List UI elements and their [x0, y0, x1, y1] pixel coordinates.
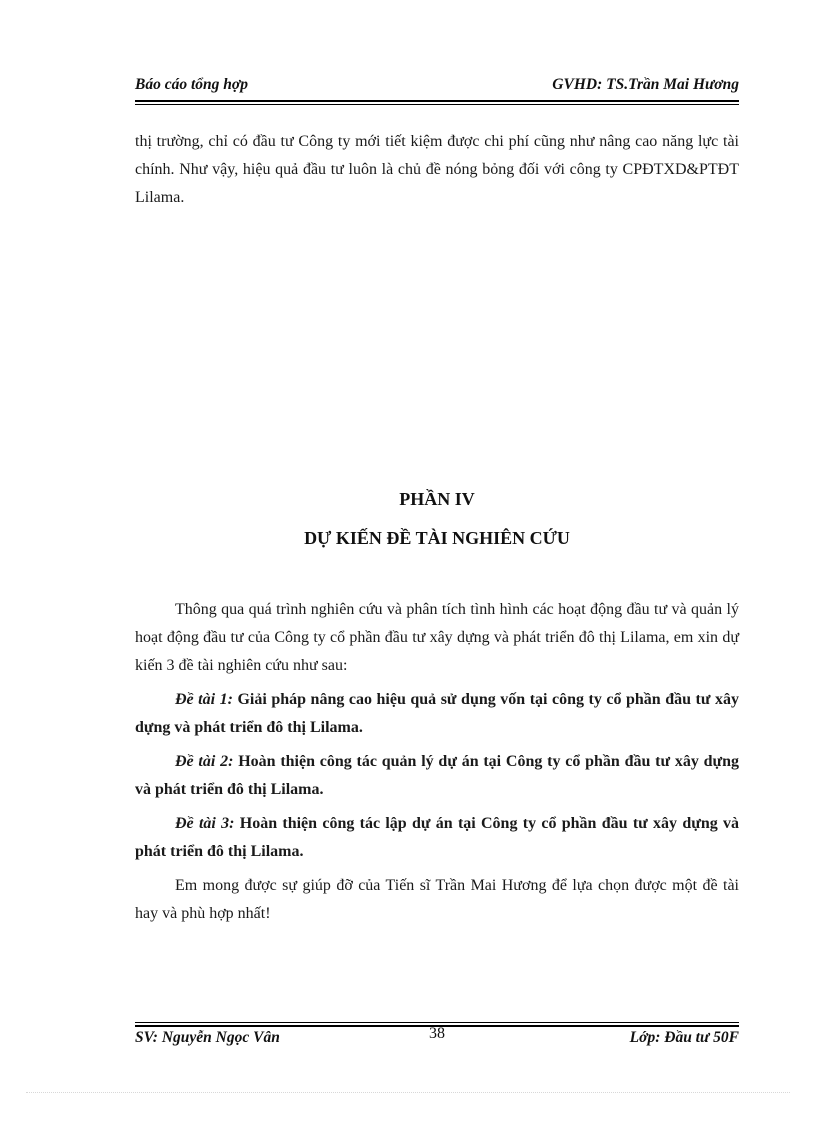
- lead-paragraph: Thông qua quá trình nghiên cứu và phân tích tình hình các hoạt động đầu tư và quản lý hoạt động đầu tư của Công ty cổ phần đầu tư xây dựng và phát triển đô thị Lilama, em xin dự kiến 3 đề tài nghiên cứu như sau:: [135, 601, 739, 674]
- footer-rule-thin: [135, 1022, 739, 1023]
- topic-label: Đề tài 1:: [175, 691, 233, 708]
- intro-text: thị trường, chỉ có đầu tư Công ty mới tiết kiệm được chi phí cũng như nâng cao năng lực tài chính. Như vậy, hiệu quả đầu tư luôn là chủ đề nóng bỏng đối với công ty CPĐTXD&PTĐT Lilama.: [135, 133, 739, 206]
- topic-label: Đề tài 3:: [175, 815, 235, 832]
- header-report-title: Báo cáo tổng hợp: [135, 76, 248, 93]
- part-title: PHẦN IV: [399, 489, 475, 509]
- closing-paragraph: Em mong được sự giúp đỡ của Tiến sĩ Trần Mai Hương để lựa chọn được một đề tài hay và phù hợp nhất!: [135, 877, 739, 922]
- footer-student: SV: Nguyễn Ngọc Vân: [135, 1029, 280, 1046]
- header-rule-thick: [135, 100, 739, 102]
- topic-item: [135, 748, 739, 804]
- part-subtitle: DỰ KIẾN ĐỀ TÀI NGHIÊN CỨU: [304, 528, 570, 548]
- page-footer: [135, 1027, 739, 1051]
- page-edge-divider: [26, 1092, 790, 1093]
- header-rule-thin: [135, 104, 739, 105]
- intro-paragraph: [135, 128, 739, 212]
- topic-label: Đề tài 2:: [175, 753, 234, 770]
- page-header: [135, 76, 739, 96]
- topic-item: [135, 810, 739, 866]
- page-number: 38: [429, 1025, 445, 1042]
- topic-text: Hoàn thiện công tác lập dự án tại Công ty cổ phần đầu tư xây dựng và phát triển đô thị Lilama.: [135, 815, 740, 860]
- topic-text: Hoàn thiện công tác quản lý dự án tại Công ty cổ phần đầu tư xây dựng và phát triển đô thị Lilama.: [135, 753, 740, 798]
- topic-item: [135, 686, 739, 742]
- header-supervisor: GVHD: TS.Trần Mai Hương: [552, 76, 739, 93]
- footer-class: Lớp: Đầu tư 50F: [629, 1029, 739, 1046]
- topic-text: Giải pháp nâng cao hiệu quả sử dụng vốn tại công ty cổ phần đầu tư xây dựng và phát triển đô thị Lilama.: [135, 691, 740, 736]
- main-section: [135, 596, 739, 928]
